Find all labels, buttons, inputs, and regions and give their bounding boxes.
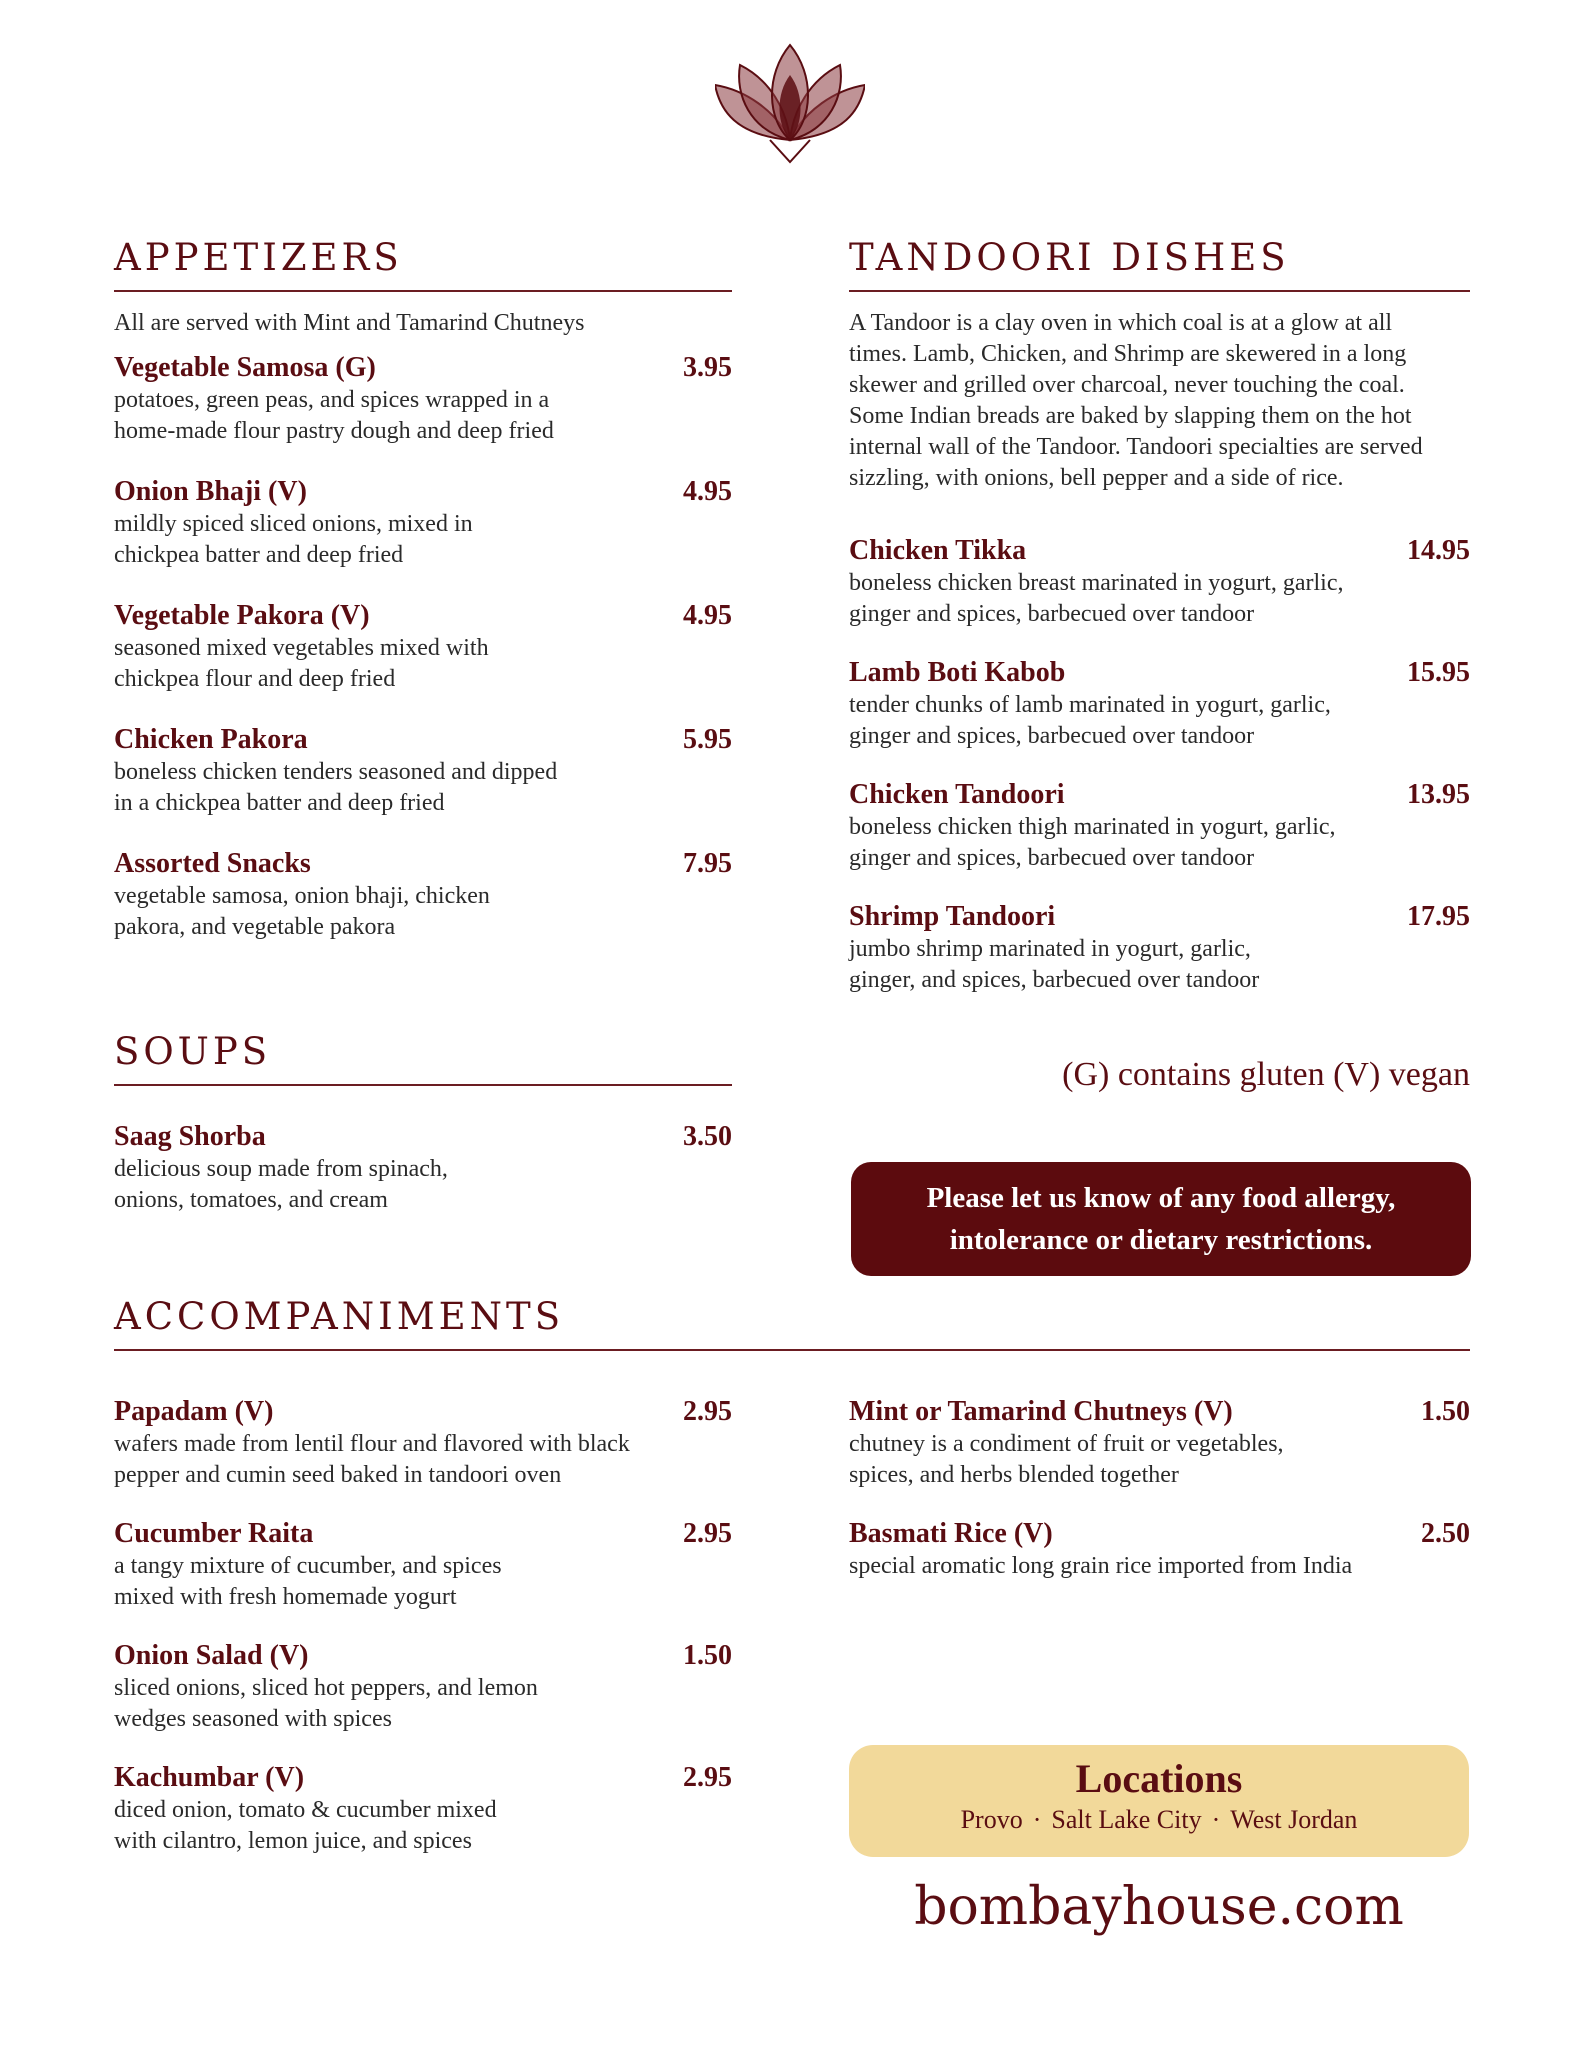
menu-item-name: Onion Bhaji (V) (114, 476, 307, 507)
menu-item (114, 1517, 732, 1613)
menu-item-header (114, 847, 732, 881)
menu-item-description: mildly spiced sliced onions, mixed in chickpea batter and deep fried (114, 511, 473, 568)
tandoori-section (849, 236, 1470, 996)
menu-item (114, 599, 732, 695)
soups-title: SOUPS (114, 1030, 732, 1086)
menu-item-header (849, 900, 1470, 934)
menu-item-header (849, 778, 1470, 812)
menu-item-description: seasoned mixed vegetables mixed with chickpea flour and deep fried (114, 635, 489, 692)
appetizers-section (114, 236, 732, 943)
accompaniments-left-list (114, 1395, 732, 1857)
website-url: bombayhouse.com (914, 1877, 1404, 1937)
tandoori-note: A Tandoor is a clay oven in which coal is at a glow at all times. Lamb, Chicken, and Shrimp are skewered in a long skewer and grilled over charcoal, never touching the coal. Some Indian breads are baked by slapping them on the hot internal wall of the Tandoor. Tandoori specialties are served sizzling, with onions, bell pepper and a side of rice. (849, 310, 1423, 491)
menu-item-header (114, 1639, 732, 1673)
menu-item (114, 351, 732, 447)
menu-item (849, 656, 1470, 752)
menu-item (114, 847, 732, 943)
locations-title: Locations (1075, 1756, 1243, 1801)
allergy-notice-text: Please let us know of any food allergy, intolerance or dietary restrictions. (926, 1182, 1396, 1256)
menu-item (114, 723, 732, 819)
menu-item-name: Chicken Tandoori (849, 779, 1065, 810)
location-salt-lake-city: Salt Lake City (1051, 1805, 1202, 1834)
locations-list (849, 1803, 1469, 1837)
menu-item-price: 7.95 (683, 848, 732, 879)
menu-item (114, 475, 732, 571)
menu-item-header (114, 475, 732, 509)
menu-item-name: Onion Salad (V) (114, 1640, 309, 1671)
menu-item-description: diced onion, tomato & cucumber mixed with cilantro, lemon juice, and spices (114, 1797, 497, 1854)
soups-list (114, 1120, 732, 1216)
menu-item-header (114, 1517, 732, 1551)
menu-item-name: Vegetable Pakora (V) (114, 600, 370, 631)
soups-section (114, 1030, 732, 1216)
menu-item-header (114, 723, 732, 757)
location-separator: · (1211, 1805, 1221, 1834)
location-provo: Provo (960, 1805, 1023, 1834)
menu-item-name: Kachumbar (V) (114, 1762, 305, 1793)
menu-item-description: chutney is a condiment of fruit or vegetables, spices, and herbs blended together (849, 1431, 1284, 1488)
dietary-legend: (G) contains gluten (V) vegan (1062, 1056, 1470, 1093)
menu-item-price: 5.95 (683, 724, 732, 755)
menu-item-name: Chicken Tikka (849, 535, 1027, 566)
appetizers-title: APPETIZERS (114, 236, 732, 292)
accompaniments-section (114, 1295, 1470, 1351)
menu-item-header (114, 1395, 732, 1429)
menu-item-price: 4.95 (683, 476, 732, 507)
menu-item (849, 1517, 1470, 1582)
menu-item-description: tender chunks of lamb marinated in yogurt, garlic, ginger and spices, barbecued over tandoor (849, 692, 1331, 749)
accompaniments-right-list (849, 1395, 1470, 1582)
menu-item-description: potatoes, green peas, and spices wrapped in a home-made flour pastry dough and deep fried (114, 387, 554, 444)
location-west-jordan: West Jordan (1230, 1805, 1358, 1834)
lotus-icon (715, 40, 865, 168)
menu-item-name: Shrimp Tandoori (849, 901, 1056, 932)
menu-item (114, 1639, 732, 1735)
menu-item-description: boneless chicken breast marinated in yogurt, garlic, ginger and spices, barbecued over tandoor (849, 570, 1344, 627)
menu-item (849, 900, 1470, 996)
menu-item-description: boneless chicken thigh marinated in yogurt, garlic, ginger and spices, barbecued over tandoor (849, 814, 1336, 871)
menu-item-description: sliced onions, sliced hot peppers, and lemon wedges seasoned with spices (114, 1675, 538, 1732)
menu-item-price: 2.95 (683, 1396, 732, 1427)
menu-item-description: jumbo shrimp marinated in yogurt, garlic, ginger, and spices, barbecued over tandoor (849, 936, 1260, 993)
menu-item-name: Vegetable Samosa (G) (114, 352, 376, 383)
tandoori-title: TANDOORI DISHES (849, 236, 1470, 292)
menu-item-name: Basmati Rice (V) (849, 1518, 1053, 1549)
menu-item-description: a tangy mixture of cucumber, and spices mixed with fresh homemade yogurt (114, 1553, 502, 1610)
menu-item-name: Cucumber Raita (114, 1518, 314, 1549)
tandoori-list (849, 534, 1470, 996)
menu-item-price: 2.50 (1421, 1518, 1470, 1549)
menu-item-header (114, 1761, 732, 1795)
menu-item (849, 778, 1470, 874)
menu-item (849, 534, 1470, 630)
menu-item-price: 3.95 (683, 352, 732, 383)
menu-item (114, 1761, 732, 1857)
menu-item-price: 14.95 (1407, 535, 1470, 566)
appetizers-note: All are served with Mint and Tamarind Chutneys (114, 310, 585, 336)
menu-item-header (849, 656, 1470, 690)
menu-item-description: vegetable samosa, onion bhaji, chicken pakora, and vegetable pakora (114, 883, 490, 940)
menu-item-name: Lamb Boti Kabob (849, 657, 1066, 688)
menu-item-price: 17.95 (1407, 901, 1470, 932)
locations-box (849, 1745, 1469, 1857)
menu-item-description: special aromatic long grain rice imported from India (849, 1553, 1353, 1579)
menu-item-header (849, 534, 1470, 568)
menu-item-price: 2.95 (683, 1762, 732, 1793)
menu-item-price: 1.50 (1421, 1396, 1470, 1427)
menu-item-description: boneless chicken tenders seasoned and dipped in a chickpea batter and deep fried (114, 759, 558, 816)
menu-item-price: 4.95 (683, 600, 732, 631)
menu-item-price: 15.95 (1407, 657, 1470, 688)
menu-item (114, 1395, 732, 1491)
allergy-notice (851, 1162, 1471, 1276)
menu-item-header (114, 351, 732, 385)
menu-item-price: 3.50 (683, 1121, 732, 1152)
menu-item-description: wafers made from lentil flour and flavored with black pepper and cumin seed baked in tandoori oven (114, 1431, 630, 1488)
menu-item-name: Papadam (V) (114, 1396, 274, 1427)
menu-item-header (114, 1120, 732, 1154)
location-separator: · (1032, 1805, 1042, 1834)
menu-item-name: Assorted Snacks (114, 848, 311, 879)
accompaniments-title: ACCOMPANIMENTS (114, 1295, 1470, 1351)
menu-item-name: Saag Shorba (114, 1121, 266, 1152)
menu-item (114, 1120, 732, 1216)
menu-item-description: delicious soup made from spinach, onions, tomatoes, and cream (114, 1156, 448, 1213)
menu-item-header (114, 599, 732, 633)
menu-item-price: 1.50 (683, 1640, 732, 1671)
appetizers-list (114, 351, 732, 943)
menu-item (849, 1395, 1470, 1491)
menu-item-header (849, 1395, 1470, 1429)
menu-item-name: Chicken Pakora (114, 724, 308, 755)
menu-item-name: Mint or Tamarind Chutneys (V) (849, 1396, 1233, 1427)
menu-item-price: 2.95 (683, 1518, 732, 1549)
menu-item-price: 13.95 (1407, 779, 1470, 810)
menu-item-header (849, 1517, 1470, 1551)
